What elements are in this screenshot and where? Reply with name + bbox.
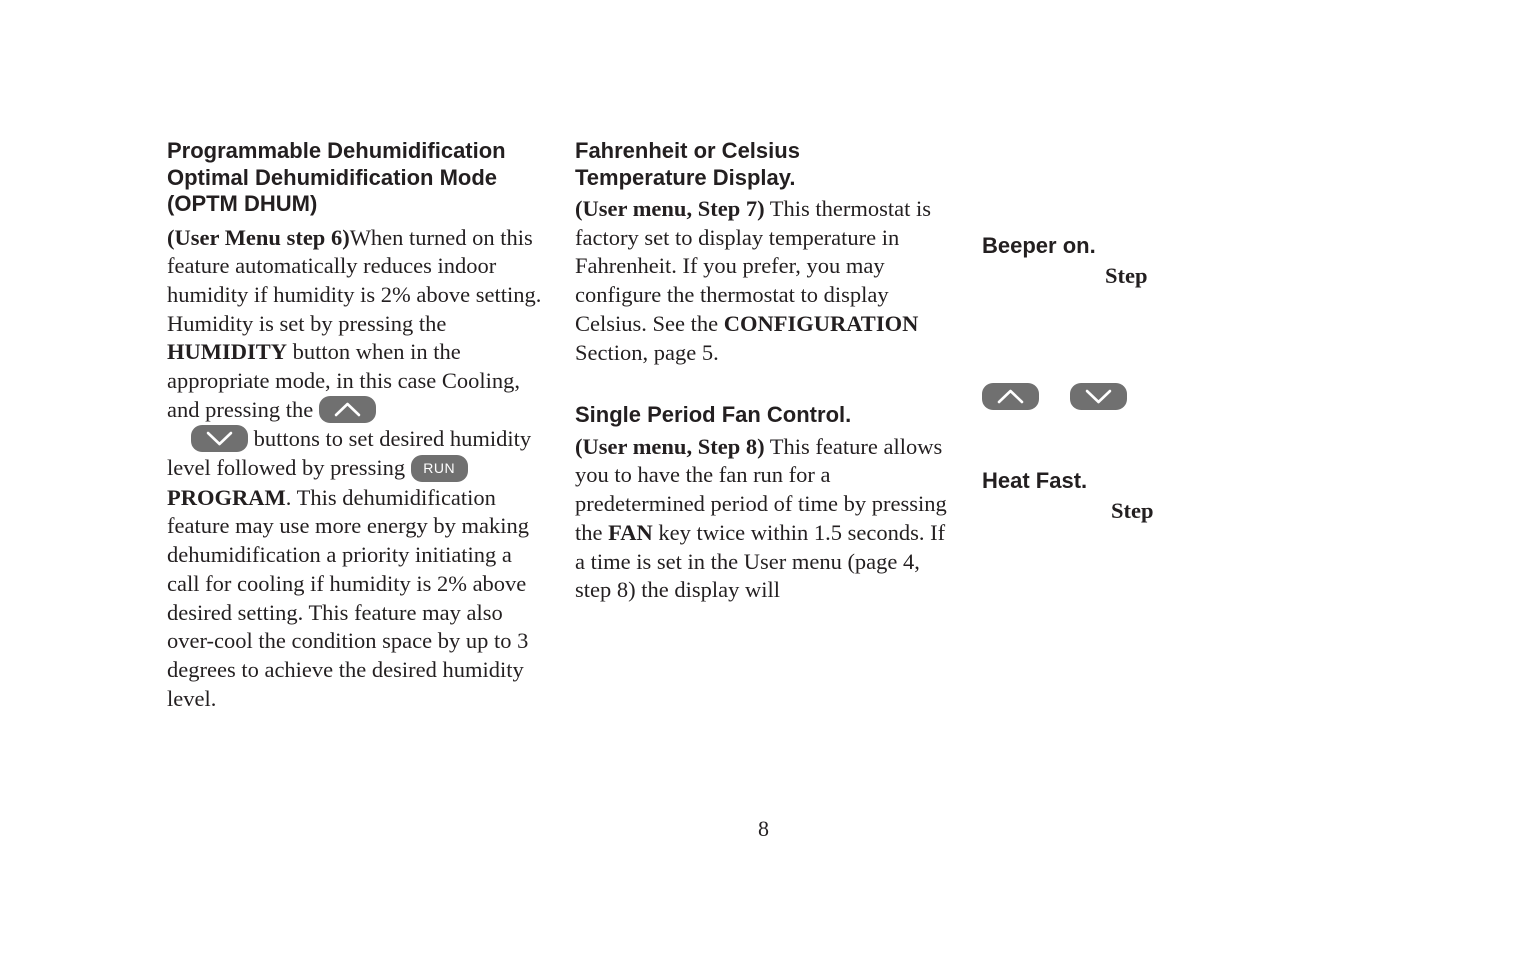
body-text: This feature allows you to have the fan run for a predetermined period of time by pressing the: [575, 433, 947, 545]
configuration-keyword: CONFIGURATION: [723, 310, 919, 336]
body-text: When turned on this feature automatically reduces indoor humidity if humidity is 2% above setting. Humidity is set by pressing the: [167, 224, 542, 336]
body-text: This thermostat is factory set to display temperature in Fahrenheit. If you prefer, you may configure the thermostat to display Celsius. See the: [575, 196, 932, 336]
body-text: key twice within 1.5 seconds. If a time is set in the User menu (page 4, step 8) the display will: [575, 519, 946, 603]
heading-line-1: Fahrenheit or Celsius: [575, 138, 800, 163]
heading-line-3: (OPTM DHUM): [167, 191, 318, 216]
body-text: Section, page 5.: [575, 339, 719, 365]
body-text: . This dehumidification feature may use more energy by making dehumidification a priority initiating a call for cooling if humidity is 2% above desired setting. This feature may also over-cool the condition space by up to 3 degrees to achieve the desired humidity level.: [167, 484, 529, 711]
temperature-display-paragraph: [575, 195, 955, 367]
body-text: buttons to set desired humidity level followed by pressing: [167, 426, 532, 481]
body-text: button when in the appropriate mode, in this case Cooling, and pressing the: [167, 339, 521, 422]
heading-line-2: Optimal Dehumidification Mode: [167, 164, 498, 190]
heading-line-2: Temperature Display.: [575, 164, 796, 190]
fan-keyword: FAN: [608, 519, 653, 545]
heading-line-1: Programmable Dehumidification: [167, 138, 506, 163]
humidity-keyword: HUMIDITY: [167, 339, 288, 365]
program-keyword: PROGRAM: [167, 484, 286, 510]
section-heading-heat-fast: Heat Fast.: [982, 468, 1088, 493]
section-heading-beeper: Beeper on.: [982, 233, 1096, 258]
down-arrow-icon: [191, 425, 248, 452]
page-number: 8: [758, 816, 769, 841]
section-heading-temperature-display: [575, 138, 955, 191]
heat-fast-step-label: Step: [1111, 498, 1154, 523]
up-arrow-icon: [319, 396, 376, 423]
down-arrow-icon: [1070, 383, 1127, 410]
column-2: [575, 138, 955, 605]
beeper-step-label: Step: [1105, 263, 1148, 288]
section-heading-dehumidification: [167, 138, 547, 218]
step-reference: (User menu, Step 7): [575, 196, 765, 221]
up-arrow-button: [982, 383, 1039, 410]
step-reference: (User menu, Step 8): [575, 433, 765, 459]
dehumidification-paragraph: [167, 224, 547, 714]
fan-control-paragraph: [575, 433, 955, 605]
section-heading-fan-control: Single Period Fan Control.: [575, 402, 852, 428]
column-1: [167, 138, 547, 713]
down-arrow-button: [1070, 383, 1127, 410]
run-button: RUN: [411, 455, 468, 482]
down-arrow-button: [191, 425, 248, 452]
up-arrow-icon: [982, 383, 1039, 410]
step-reference: (User Menu step 6): [167, 224, 350, 250]
up-arrow-button: [319, 396, 376, 423]
